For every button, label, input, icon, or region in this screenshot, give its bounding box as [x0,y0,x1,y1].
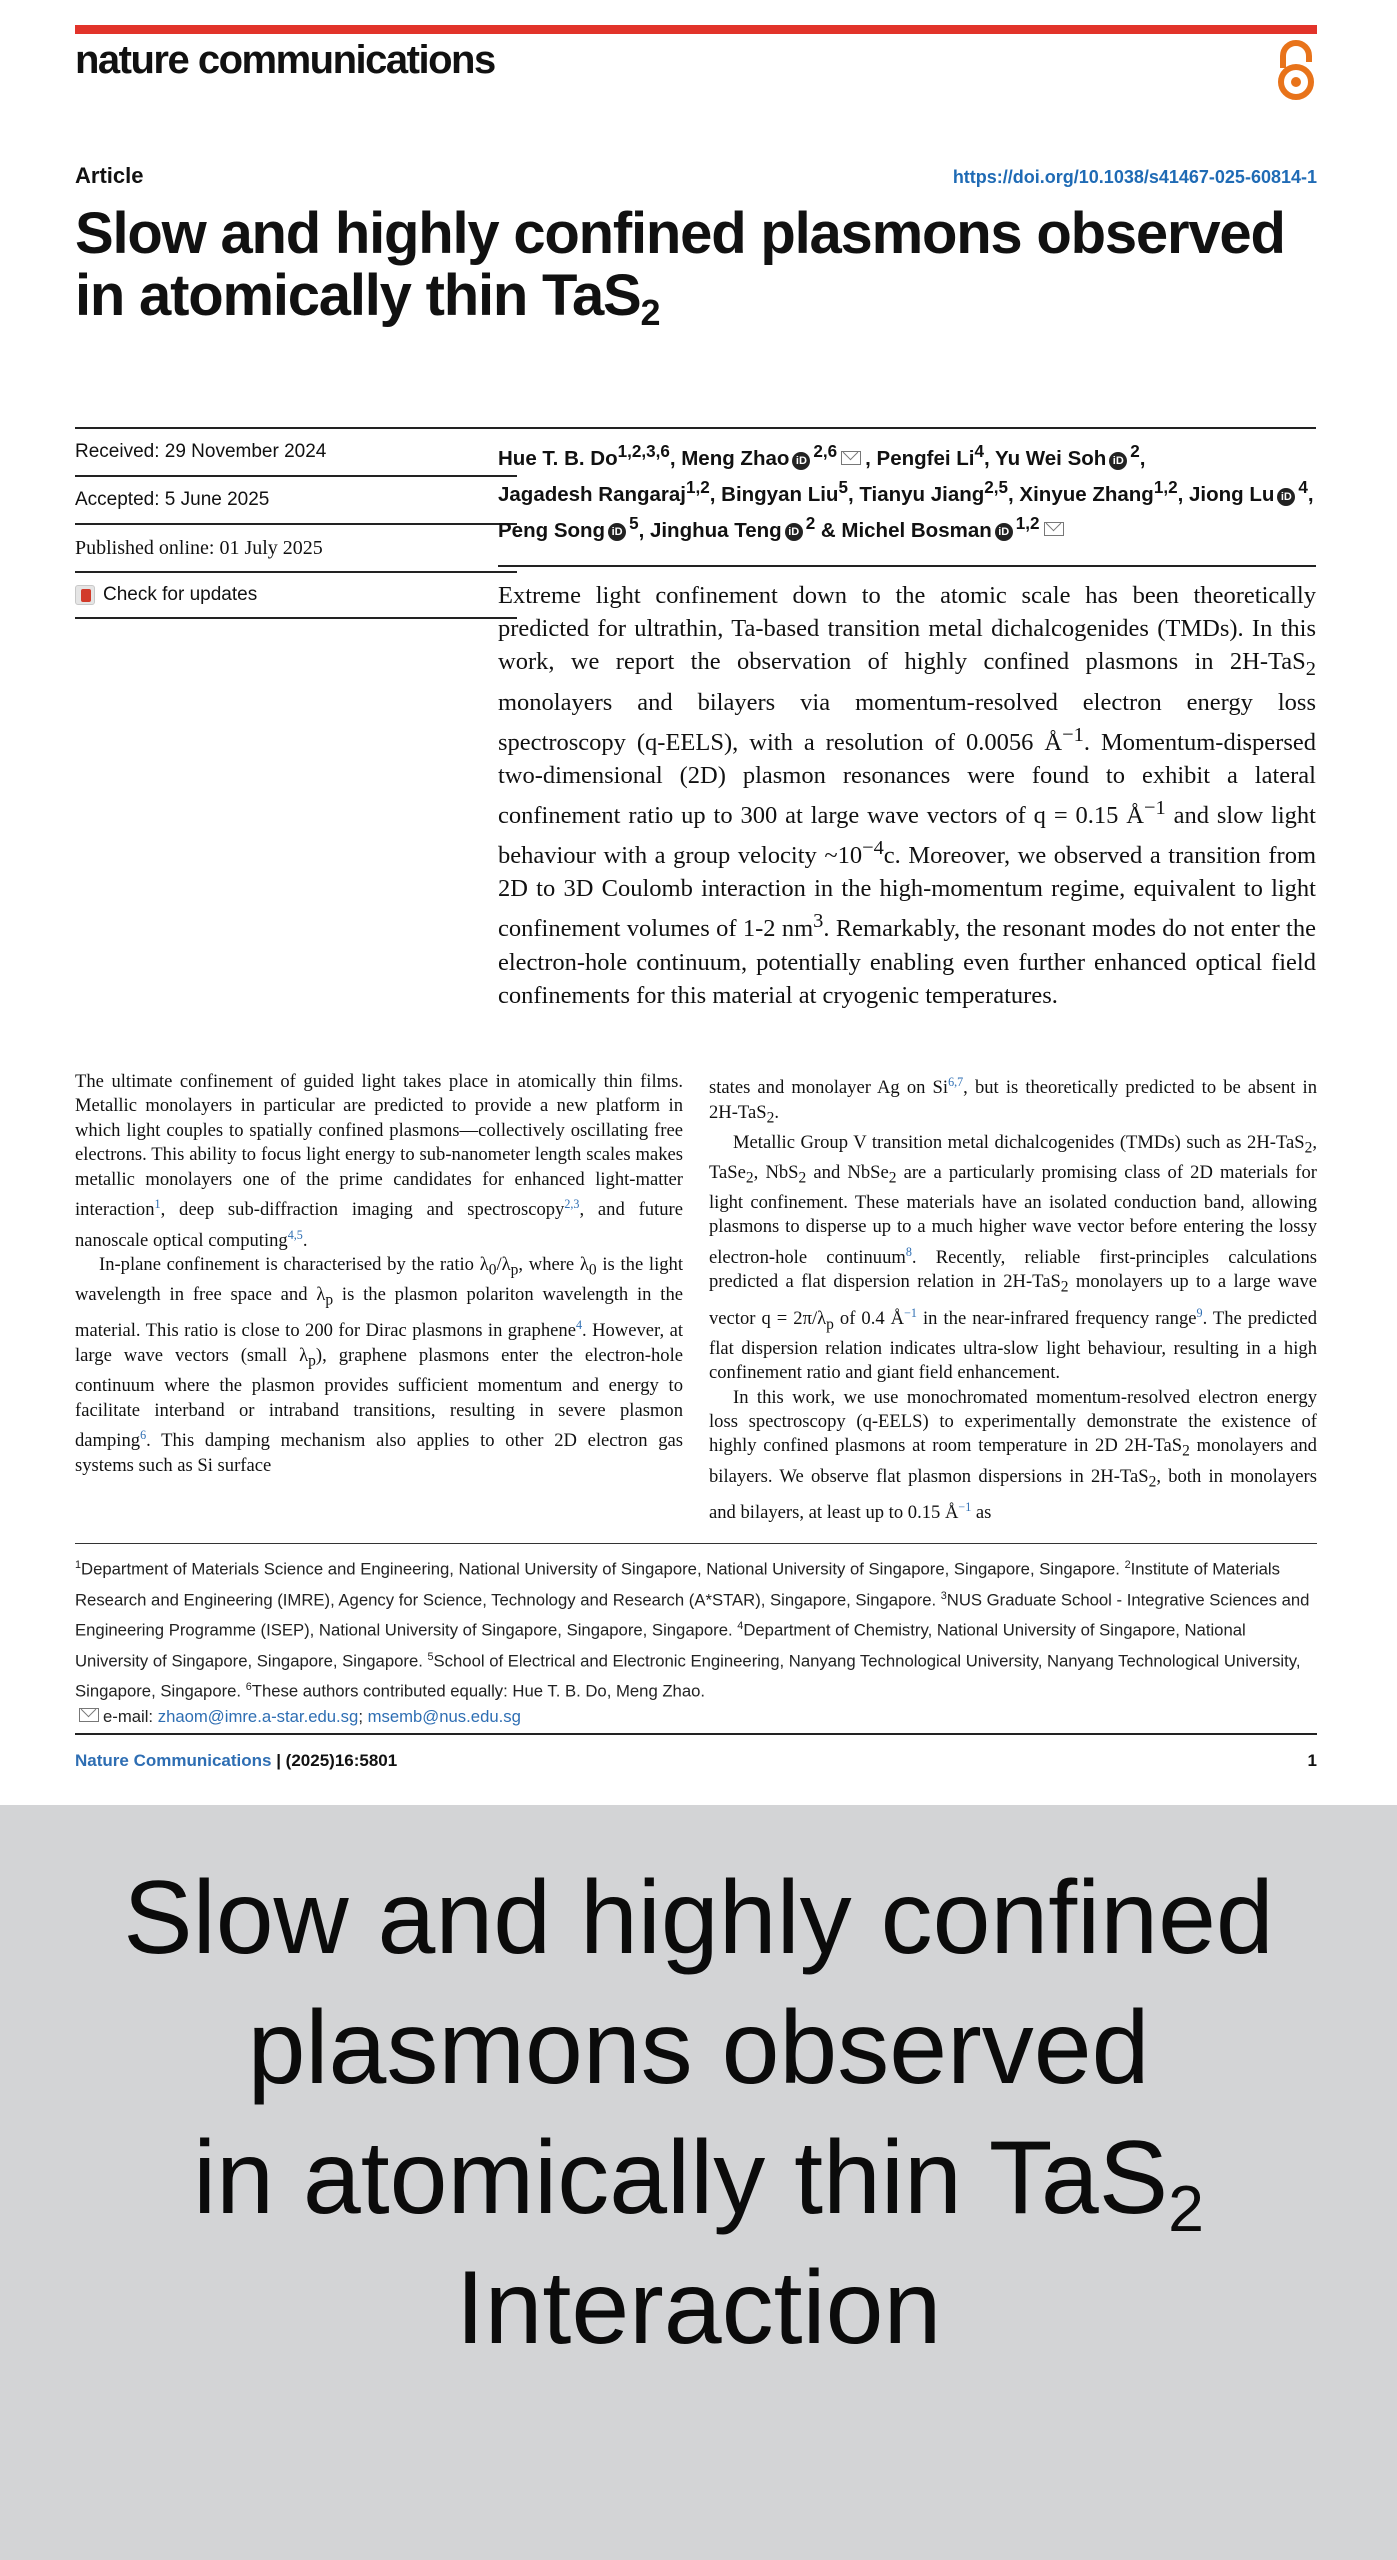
text: . [302,1229,308,1251]
abstract-text: monolayers and bilayers via momentum-resolved electron energy loss spectroscopy (q-EELS), with a resolution of 0.0056 Å [498,688,1316,757]
mail-icon[interactable] [841,451,861,465]
footer-citation [75,1751,397,1771]
body-text [75,1070,1317,1525]
journal-name[interactable]: nature communications [75,38,495,82]
banner-subscript: 2 [1168,2173,1204,2246]
text: in the near-infrared frequency range [916,1307,1197,1329]
publication-dates [75,427,517,619]
orcid-icon[interactable]: iD [785,523,803,541]
check-updates-row[interactable] [75,571,517,619]
published-date: Published online: 01 July 2025 [75,523,517,571]
abstract-sub: 2 [1305,657,1316,680]
affiliation-number: 2 [1124,1559,1131,1571]
affiliation-sup: 1,2 [686,477,710,497]
open-access-icon [1275,40,1317,102]
abstract-text: c. Moreover, we observed a transition from 2D to 3D Coulomb interaction in the high-momentum regime, equivalent to light confinement volumes of 1-2 nm [498,842,1317,943]
affiliation-sup: 4 [1298,477,1308,497]
footer-volume: | (2025)16:5801 [271,1751,398,1770]
affiliation: Department of Materials Science and Engineering, National University of Singapore, National University of Singapore, Singapore, Singapore. [81,1559,1125,1579]
email-link[interactable]: msemb@nus.edu.sg [367,1706,521,1726]
citation-ref[interactable]: 2,3 [564,1197,580,1212]
affiliation-sup: 1,2,3,6 [617,442,670,461]
abstract-text: . Momentum-dispersed two-dimensional (2D) plasmon resonances were found to exhibit a lateral confinement ratio up to 300 at large wave vectors of q = 0.15 Å [498,729,1316,830]
text: 2 [1182,1443,1190,1461]
text: monolayers and bilayers. We observe flat plasmon dispersions in 2H-TaS [709,1435,1317,1487]
citation-ref[interactable]: 1 [154,1197,161,1212]
affiliation-number: 1 [75,1559,82,1571]
article-type-label: Article [75,163,144,188]
check-for-updates-icon [75,585,95,605]
text: , where λ [518,1254,589,1276]
citation-ref[interactable]: 9 [1196,1305,1203,1320]
paragraph [709,1386,1317,1526]
author-name[interactable]: , Jinghua Teng [638,518,782,542]
accepted-date: Accepted: 5 June 2025 [75,475,517,523]
text: p [308,1352,316,1370]
abstract-text: Extreme light confinement down to the atomic scale has been theoretically predicted for ultrathin, Ta-based transition metal dichalcogenides (TMDs). In this work, we report the observation of highly confined plasmons in 2H-TaS [498,582,1316,675]
text: of 0.4 Å [833,1307,905,1329]
citation-ref[interactable]: 4 [575,1318,582,1333]
text: 2 [1148,1473,1157,1491]
author-name[interactable]: Jagadesh Rangaraj [498,482,686,506]
text: p [510,1261,519,1279]
paragraph [75,1070,683,1253]
text: p [325,1292,334,1310]
affiliation-sup: 2 [1130,442,1140,461]
affiliation-sup: 2 [805,513,816,533]
paragraph [75,1253,683,1478]
author-name[interactable]: Peng Song [498,518,606,542]
text: p [826,1315,834,1333]
footnote-divider [75,1543,1317,1544]
banner-line: in atomically thin TaS [193,2120,1169,2236]
text: 0 [588,1261,597,1279]
affiliation-sup: 1,2 [1015,513,1040,533]
affiliation-sup: 1,2 [1153,477,1178,497]
abstract-text: and slow light behaviour with a group velocity ~10 [498,802,1316,870]
text: . [774,1101,779,1123]
paragraph [709,1131,1317,1386]
abstract-divider [498,565,1316,567]
text: . This damping mechanism also applies to other 2D electron gas systems such as Si surface [75,1430,683,1476]
email-link[interactable]: zhaom@imre.a-star.edu.sg [157,1706,359,1726]
separator: ; [358,1706,368,1726]
affiliation-sup: 5 [629,513,639,533]
orcid-icon[interactable]: iD [1109,452,1127,470]
author-list [498,427,1316,544]
mail-icon [79,1708,99,1722]
mail-icon[interactable] [1044,522,1064,536]
author-name[interactable]: & Michel Bosman [815,518,992,542]
text: , but is theoretically predicted to be absent in 2H-TaS [709,1077,1317,1123]
affiliation-number: 4 [737,1620,744,1633]
email-line [75,1705,1317,1729]
text: The ultimate confinement of guided light takes place in atomically thin films. Metallic monolayers in particular are predicted to provide a new platform in which light couples to spatially confined plasmons—collectively oscillating free electrons. This ability to focus light energy to sub-nanometer length scales makes metallic monolayers one of the prime candidates for enhanced light-matter interaction [75,1071,683,1221]
orcid-icon[interactable]: iD [995,523,1013,541]
affiliation: Department of Chemistry, National University of Singapore, National University of Singapore, Singapore, Singapore. [75,1620,1246,1671]
text: 2 [766,1109,775,1127]
text: are a particularly promising class of 2D materials for light confinement. These materials have an isolated conduction band, allowing plasmons to disperse up to a much higher wave vector before entering the lossy electron-hole continuum [709,1161,1317,1268]
affiliation: NUS Graduate School - Integrative Sciences and Engineering Programme (ISEP), National University of Singapore, Singapore, Singapore. [75,1590,1310,1640]
equal-contribution-note: These authors contributed equally: Hue T. B. Do, Meng Zhao. [251,1681,706,1701]
header-accent-bar [75,25,1317,34]
affiliation-sup: 4 [974,442,985,461]
left-column [75,1070,683,1525]
text: 2 [745,1169,754,1187]
orcid-icon[interactable]: iD [1277,488,1295,506]
affiliations [75,1552,1317,1705]
affiliation: School of Electrical and Electronic Engineering, Nanyang Technological University, Nanyang Technological University, Singapore, Singapore. [75,1651,1301,1701]
text: 0 [488,1261,497,1279]
text: Metallic Group V transition metal dichalcogenides (TMDs) such as 2H-TaS [733,1131,1305,1153]
author-name[interactable]: , Yu Wei Soh [984,446,1107,470]
text: /λ [496,1254,511,1276]
check-updates-link[interactable]: Check for updates [103,584,258,605]
affiliation-number: 3 [940,1589,947,1602]
author-name[interactable]: , Meng Zhao [669,446,790,470]
authors [498,437,1316,544]
email-label: e-mail: [103,1706,158,1726]
caption-banner [0,1805,1397,2560]
separator: , [1139,446,1146,470]
affiliation-sup: 2,5 [984,477,1009,497]
title-line-2: in atomically thin TaS [75,263,641,328]
text: In-plane confinement is characterised by the ratio λ [99,1254,489,1276]
author-name[interactable]: Hue T. B. Do [498,446,618,470]
abstract-sup: −4 [862,837,884,860]
paragraph [709,1070,1317,1131]
title-line-1: Slow and highly confined plasmons observed [75,201,1285,266]
text: −1 [958,1499,972,1514]
text: , NbS [753,1161,799,1183]
citation-ref[interactable]: 6,7 [948,1075,964,1089]
citation-ref[interactable]: 4,5 [287,1227,303,1242]
text: is the plasmon polariton wavelength in the material. This ratio is close to 200 for Dirac plasmons in graphene [75,1284,684,1342]
text: In this work, we use monochromated momentum-resolved electron energy loss spectroscopy (q-EELS) to experimentally demonstrate the existence of highly confined plasmons at room temperature in 2D 2H-TaS [709,1386,1317,1457]
text: . However, at large wave vectors (small λ [75,1320,683,1367]
affiliation-sup: 2,6 [813,442,838,461]
text: . The predicted flat dispersion relation indicates ultra-slow light behaviour, resulting in a high confinement ratio and giant field enhancement. [709,1307,1317,1384]
footer-journal-link[interactable]: Nature Communications [75,1751,272,1770]
text: and NbSe [806,1161,889,1183]
text: 2 [798,1169,807,1187]
received-date: Received: 29 November 2024 [75,427,517,475]
banner-line: Interaction [455,2250,942,2366]
title-subscript: 2 [640,292,660,334]
right-column [709,1070,1317,1525]
orcid-icon[interactable]: iD [608,523,626,541]
abstract-sup: −1 [1144,797,1166,820]
article-title [75,201,1325,334]
banner-text [0,1853,1397,2373]
banner-line: Slow and highly confined [123,1860,1274,1976]
citation-ref[interactable]: 6 [140,1428,147,1442]
text: ), graphene plasmons enter the electron-hole continuum where the plasmon provides sufficient momentum and energy to facilitate interband or intraband transitions, resulting in severe plasmon damping [75,1345,684,1452]
abstract-sup: 3 [813,910,824,933]
text: , both in monolayers and bilayers, at least up to 0.15 Å [709,1465,1317,1523]
text: , TaSe [709,1131,1317,1183]
text: is the light wavelength in free space and λ [75,1254,684,1306]
text: , and future nanoscale optical computing [75,1199,683,1251]
text: 2 [1060,1279,1069,1297]
text: , deep sub-diffraction imaging and spectroscopy [160,1199,565,1221]
affiliation: Institute of Materials Research and Engineering (IMRE), Agency for Science, Technology and Research (A*STAR), Singapore, Singapore. [75,1559,1280,1610]
separator: , [1307,482,1314,506]
text: states and monolayer Ag on Si [709,1077,949,1099]
affiliation-number: 5 [427,1650,434,1663]
text: . Recently, reliable first-principles calculations predicted a flat dispersion relation in 2H-TaS [709,1246,1317,1293]
text: monolayers up to a large wave vector q = 2π/λ [709,1271,1317,1329]
text: −1 [904,1305,917,1320]
affiliation-number: 6 [245,1681,252,1694]
author-name[interactable]: , Tianyu Jiang [847,482,985,506]
banner-line: plasmons observed [247,1990,1150,2106]
author-name[interactable]: , Jiong Lu [1177,482,1275,506]
abstract-text: . Remarkably, the resonant modes do not enter the electron-hole continuum, potentially enabling even further enhanced optical field confinements for this material at cryogenic temperatures. [498,915,1316,1009]
affiliation-sup: 5 [838,477,848,497]
footer-divider [75,1733,1317,1735]
text: as [971,1501,992,1523]
affiliations-footnote [75,1552,1317,1729]
author-name[interactable]: , Bingyan Liu [709,482,839,506]
page-number: 1 [1307,1751,1317,1770]
author-name[interactable]: , Pengfei Li [865,446,975,470]
citation-ref[interactable]: 8 [905,1244,912,1259]
abstract [498,579,1316,1012]
text: 2 [1304,1139,1313,1157]
doi-link[interactable]: https://doi.org/10.1038/s41467-025-60814-1 [952,167,1317,187]
text: 2 [888,1169,897,1187]
abstract-sup: −1 [1062,723,1084,746]
author-name[interactable]: , Xinyue Zhang [1008,482,1154,506]
orcid-icon[interactable]: iD [792,452,810,470]
